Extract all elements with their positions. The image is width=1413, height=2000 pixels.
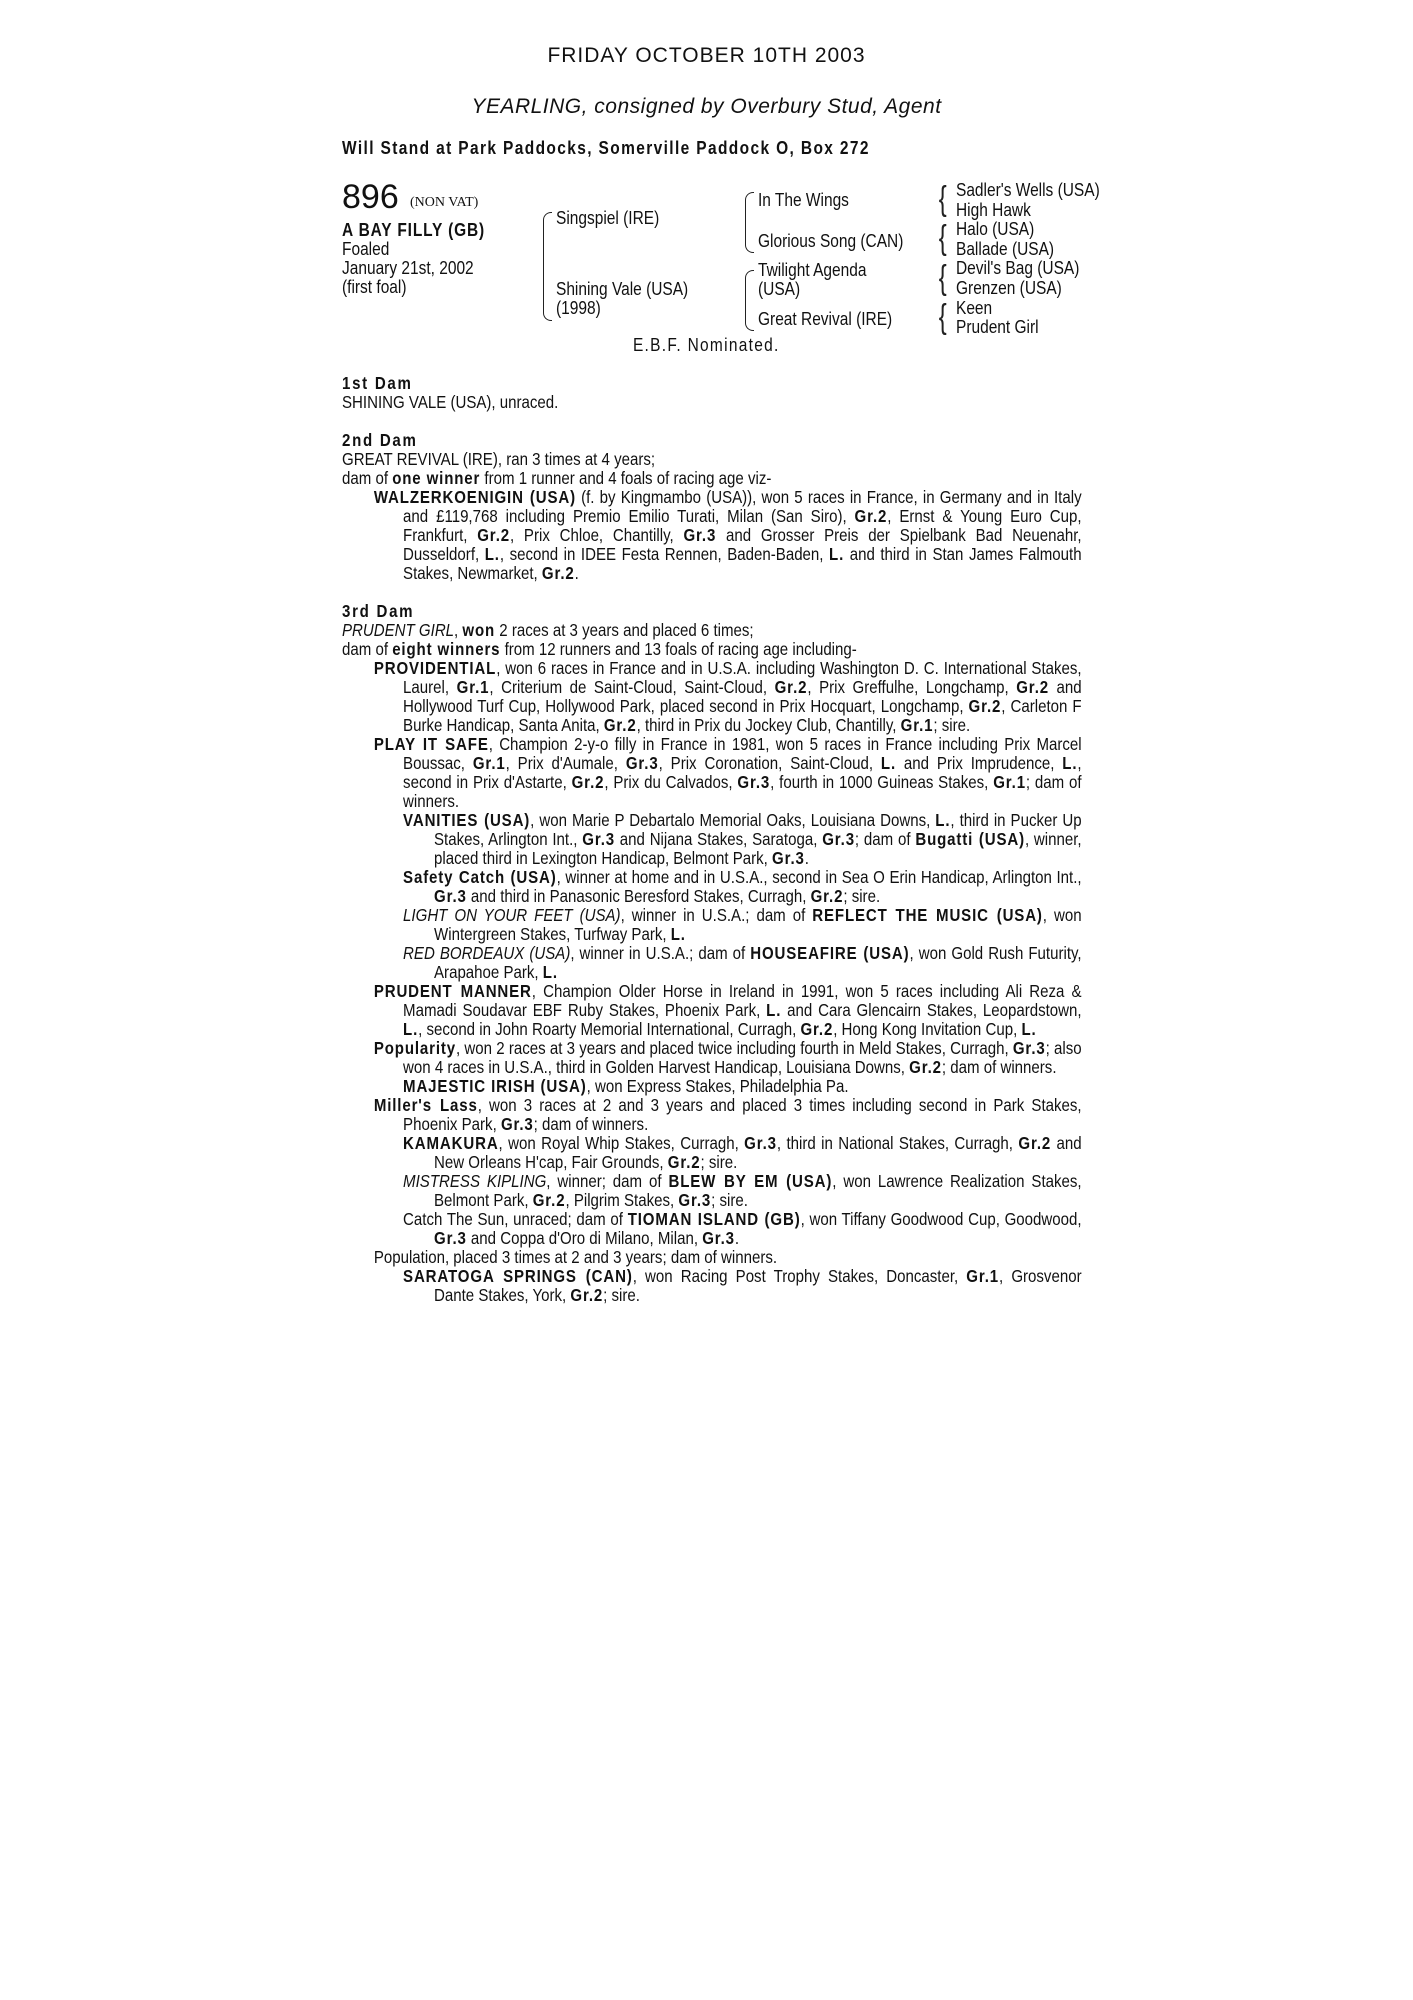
text-run: , won Wintergreen Stakes, Turfway Park,	[434, 905, 1082, 944]
text-run: , Prix Chloe, Chantilly,	[509, 525, 684, 545]
grade: L.	[484, 544, 500, 564]
ped-sdd: Ballade (USA)	[956, 238, 1055, 259]
text-run-bold: Gr.2	[603, 715, 637, 735]
entry-vanities	[342, 811, 1082, 868]
entry-red-bordeaux	[342, 944, 1082, 982]
text-run-bold: MAJESTIC IRISH (USA)	[403, 1076, 587, 1096]
text-run: , Prix Greffulhe, Longchamp,	[807, 677, 1017, 697]
entry-saratoga-springs	[342, 1267, 1082, 1305]
text-run-bold: L.	[1062, 753, 1078, 773]
text-run: dam of	[342, 468, 393, 488]
ped-dam	[556, 280, 688, 318]
text-run-bold: Gr.3	[434, 886, 467, 906]
ped-ddd: Prudent Girl	[956, 317, 1039, 338]
ped-sire-sire: In The Wings	[758, 190, 849, 210]
dam-name: PRUDENT GIRL	[342, 620, 455, 640]
text-run-bold: PRUDENT MANNER	[373, 981, 532, 1001]
text-run: 2 races at 3 years and placed 6 times;	[495, 620, 754, 640]
text-run: , won Express Stakes, Philadelphia Pa.	[586, 1076, 849, 1096]
entry-safety-catch	[342, 868, 1082, 906]
text-run-bold: L.	[403, 1019, 419, 1039]
entry-play-it-safe	[342, 735, 1082, 811]
foaled-date: January 21st, 2002	[342, 258, 474, 278]
text-run: ; dam of winners.	[403, 772, 1082, 811]
grade: Gr.2	[541, 563, 575, 583]
text-run: and Cara Glencairn Stakes, Leopardstown,	[781, 1000, 1082, 1020]
text-run-bold: Gr.2	[667, 1152, 701, 1172]
ped-gen3-block	[956, 181, 1100, 338]
text-run: .	[574, 563, 579, 583]
text-run: , Champion 2-y-o filly in France in 1981, won 5 races in France including Prix Marcel Boussac,	[403, 734, 1082, 773]
text-run: and Hollywood Turf Cup, Hollywood Park, placed second in Prix Hocquart, Longchamp,	[403, 677, 1082, 716]
entry-popularity	[342, 1039, 1082, 1077]
text-run-bold: SARATOGA SPRINGS (CAN)	[403, 1266, 633, 1286]
lot-name: A BAY FILLY (GB)	[342, 220, 486, 240]
second-dam-line1: GREAT REVIVAL (IRE), ran 3 times at 4 years;	[342, 449, 656, 469]
text-run-bold: Gr.3	[434, 1228, 467, 1248]
text-run: , winner in U.S.A.; dam of	[570, 943, 751, 963]
entry-population	[342, 1248, 1082, 1267]
spacer	[342, 583, 1082, 602]
text-run-bold: TIOMAN ISLAND (GB)	[627, 1209, 801, 1229]
text-run-bold: Gr.2	[571, 772, 605, 792]
text-run: ; sire.	[603, 1285, 640, 1305]
text-run: dam of	[342, 639, 393, 659]
text-run-bold: L.	[766, 1000, 782, 1020]
text-run-bold: Gr.3	[582, 829, 615, 849]
text-run: , Prix d'Aumale,	[505, 753, 626, 773]
text-run-bold: Bugatti (USA)	[915, 829, 1025, 849]
text-run-bold: Popularity	[373, 1038, 457, 1058]
third-dam-heading: 3rd Dam	[342, 601, 415, 621]
brace-gen2-sire-top	[745, 192, 754, 223]
ped-dam-name: Shining Vale (USA)	[556, 279, 689, 299]
produce-record	[342, 374, 1082, 1305]
text-run: , winner; dam of	[546, 1171, 669, 1191]
vat-status: (NON VAT)	[410, 195, 479, 210]
text-run: , Carleton F Burke Handicap, Santa Anita,	[403, 696, 1082, 735]
ped-dam-year: (1998)	[556, 298, 601, 318]
text-run-bold: REFLECT THE MUSIC (USA)	[812, 905, 1043, 925]
text-run: and third in Stan James Falmouth Stakes, Newmarket,	[403, 544, 1082, 583]
text-run-bold: Gr.3	[737, 772, 771, 792]
text-run: and third in Panasonic Beresford Stakes, Curragh,	[466, 886, 811, 906]
brace-gen1-bottom	[543, 266, 552, 321]
text-run: Catch The Sun, unraced; dam of	[403, 1209, 628, 1229]
text-run-bold: eight winners	[392, 639, 501, 659]
brace-gen3-3: {	[938, 259, 947, 297]
horse-name: WALZERKOENIGIN (USA)	[373, 487, 576, 507]
second-dam-heading: 2nd Dam	[342, 430, 418, 450]
text-run-bold: Gr.2	[570, 1285, 604, 1305]
text-run: , Prix du Calvados,	[604, 772, 738, 792]
text-run-bold: PLAY IT SAFE	[373, 734, 489, 754]
text-run: ; sire.	[700, 1152, 738, 1172]
text-run: , won Tiffany Goodwood Cup, Goodwood,	[800, 1209, 1082, 1229]
text-run: from 12 runners and 13 foals of racing age including-	[500, 639, 857, 659]
text-run: ; sire.	[711, 1190, 748, 1210]
text-run: , Champion Older Horse in Ireland in 1991, won 5 races including Ali Reza & Mamadi Soudavar EBF Ruby Stakes, Phoenix Park,	[403, 981, 1082, 1020]
text-run: , won 3 races at 2 and 3 years and placed 3 times including second in Park Stakes, Phoenix Park,	[403, 1095, 1082, 1134]
brace-gen1-top	[543, 212, 552, 267]
text-run: , second in IDEE Festa Rennen, Baden-Baden,	[499, 544, 830, 564]
text-run: , Pilgrim Stakes,	[565, 1190, 679, 1210]
spacer	[342, 412, 1082, 431]
brace-gen2-dam-top	[745, 270, 754, 301]
text-run: and Prix Imprudence,	[896, 753, 1063, 773]
text-run-bold: Gr.1	[966, 1266, 1000, 1286]
text-run-bold: Gr.2	[909, 1057, 942, 1077]
text-run-bold: Gr.3	[744, 1133, 777, 1153]
third-dam-line2	[342, 640, 1082, 659]
grade: Gr.3	[683, 525, 717, 545]
text-run-bold: Gr.1	[456, 677, 490, 697]
entry-millers-lass	[342, 1096, 1082, 1134]
text-run: , won Marie P Debartalo Memorial Oaks, Louisiana Downs,	[530, 810, 936, 830]
text-run: , second in Prix d'Astarte,	[403, 753, 1082, 792]
text-run: ; sire.	[933, 715, 971, 735]
text-run: and Coppa d'Oro di Milano, Milan,	[466, 1228, 703, 1248]
entry-prudent-manner	[342, 982, 1082, 1039]
text-run-bold: L.	[542, 962, 558, 982]
text-run: , Hong Kong Invitation Cup,	[833, 1019, 1022, 1039]
text-run-bold: Gr.2	[1016, 677, 1049, 697]
text-run-bold: Gr.1	[993, 772, 1026, 792]
first-dam-heading: 1st Dam	[342, 373, 413, 393]
text-run-bold: Gr.3	[822, 829, 855, 849]
entry-catch-the-sun	[342, 1210, 1082, 1248]
text-run-italic: MISTRESS KIPLING	[403, 1171, 547, 1191]
text-run: , third in National Stakes, Curragh,	[776, 1133, 1019, 1153]
first-dam-text: SHINING VALE (USA), unraced.	[342, 392, 559, 412]
ped-sire-dam: Glorious Song (CAN)	[758, 231, 904, 251]
brace-gen2-dam-bottom	[745, 300, 754, 331]
text-run: and Grosser Preis der Spielbank Bad Neuenahr, Dusseldorf,	[403, 525, 1082, 564]
text-run-italic: RED BORDEAUX (USA)	[403, 943, 571, 963]
consignment-line: YEARLING, consigned by Overbury Stud, Agent	[471, 95, 942, 118]
text-run: ; dam of winners.	[941, 1057, 1057, 1077]
text-run: , winner, placed third in Lexington Handicap, Belmont Park,	[434, 829, 1082, 868]
text-run-bold: KAMAKURA	[403, 1133, 499, 1153]
foal-note: (first foal)	[342, 277, 407, 297]
text-run-bold: L.	[1021, 1019, 1037, 1039]
brace-gen3-2: {	[938, 219, 947, 257]
ped-dds: Keen	[956, 297, 993, 318]
third-dam-line1	[342, 621, 1082, 640]
ped-dam-sire-name: Twilight Agenda	[758, 260, 867, 280]
text-run: ; sire.	[843, 886, 881, 906]
entry-mistress-kipling	[342, 1172, 1082, 1210]
text-run-bold: Gr.3	[772, 848, 805, 868]
text-run-bold: VANITIES (USA)	[403, 810, 531, 830]
text-run: ; dam of winners.	[533, 1114, 649, 1134]
text-run-bold: Miller's Lass	[373, 1095, 478, 1115]
second-dam-line2	[342, 469, 1082, 488]
text-run-bold: L.	[935, 810, 951, 830]
text-run: and Nijana Stakes, Saratoga,	[614, 829, 823, 849]
text-run: , Grosvenor Dante Stakes, York,	[434, 1266, 1082, 1305]
text-run: , won Racing Post Trophy Stakes, Doncaster,	[632, 1266, 967, 1286]
text-run: , Prix Coronation, Saint-Cloud,	[658, 753, 881, 773]
text-run-bold: Gr.3	[1012, 1038, 1046, 1058]
text-run: , fourth in 1000 Guineas Stakes,	[770, 772, 994, 792]
text-run-bold: one winner	[392, 468, 481, 488]
entry-light-on-your-feet	[342, 906, 1082, 944]
text-run: (f. by Kingmambo (USA)), won 5 races in France, in Germany and in Italy and £119,768 including Premio Emilio Turati, Milan (San Siro),	[403, 487, 1082, 526]
text-run: , Criterium de Saint-Cloud, Saint-Cloud,	[489, 677, 775, 697]
ped-dss: Devil's Bag (USA)	[956, 258, 1080, 279]
text-run-bold: L.	[670, 924, 686, 944]
text-run-bold: Gr.3	[678, 1190, 712, 1210]
text-run-bold: Gr.3	[625, 753, 659, 773]
text-run-bold: Gr.2	[800, 1019, 834, 1039]
text-run-bold: won	[462, 620, 496, 640]
stand-location	[342, 138, 956, 159]
text-run-bold: Gr.2	[1018, 1133, 1052, 1153]
entry-walzerkoenigin	[342, 488, 1082, 583]
ped-sire: Singspiel (IRE)	[556, 208, 660, 228]
text-run-bold: Gr.3	[500, 1114, 534, 1134]
brace-gen3-1: {	[938, 180, 947, 218]
text-run-bold: HOUSEAFIRE (USA)	[750, 943, 910, 963]
ped-dsd: Grenzen (USA)	[956, 277, 1062, 298]
text-run: , third in Pucker Up Stakes, Arlington Int.,	[434, 810, 1082, 849]
text-run-bold: PROVIDENTIAL	[373, 658, 497, 678]
text-run: .	[804, 848, 809, 868]
ebf-text: E.B.F. Nominated.	[633, 335, 780, 355]
text-run-bold: BLEW BY EM (USA)	[668, 1171, 833, 1191]
produce-record-inner	[342, 374, 1082, 1305]
grade: Gr.2	[854, 506, 888, 526]
sale-date: FRIDAY OCTOBER 10TH 2003	[547, 44, 866, 67]
ped-dam-dam: Great Revival (IRE)	[758, 309, 893, 329]
text-run: , won 6 races in France and in U.S.A. including Washington D. C. International Stakes, Laurel,	[403, 658, 1082, 697]
ebf-nominated	[0, 335, 1413, 356]
text-run-bold: L.	[880, 753, 897, 773]
text-run-bold: Gr.3	[702, 1228, 735, 1248]
entry-majestic-irish	[342, 1077, 1082, 1096]
ped-sds: Halo (USA)	[956, 219, 1035, 240]
text-run-italic: LIGHT ON YOUR FEET (USA)	[403, 905, 621, 925]
ped-ssd: High Hawk	[956, 199, 1031, 220]
text-run-bold: Gr.2	[968, 696, 1002, 716]
text-run: , winner in U.S.A.; dam of	[620, 905, 813, 925]
brace-gen3-4: {	[938, 298, 947, 336]
grade: L.	[829, 544, 845, 564]
text-run-bold: Gr.1	[900, 715, 934, 735]
text-run-bold: Safety Catch (USA)	[403, 867, 557, 887]
text-run: , winner at home and in U.S.A., second in Sea O Erin Handicap, Arlington Int.,	[556, 867, 1082, 887]
text-run: , won Gold Rush Futurity, Arapahoe Park,	[434, 943, 1082, 982]
brace-gen2-sire-bottom	[745, 222, 754, 253]
text-run: ,	[454, 620, 463, 640]
text-run: .	[734, 1228, 740, 1248]
entry-providential	[342, 659, 1082, 735]
lot-number: 896	[342, 178, 399, 216]
text-run: , won Royal Whip Stakes, Curragh,	[498, 1133, 745, 1153]
text-run-bold: Gr.2	[532, 1190, 566, 1210]
text-run: ; dam of	[854, 829, 916, 849]
text-run: , won 2 races at 3 years and placed twice including fourth in Meld Stakes, Curragh,	[456, 1038, 1013, 1058]
text-run-bold: Gr.1	[472, 753, 506, 773]
text-run: , Ernst & Young Euro Cup, Frankfurt,	[403, 506, 1082, 545]
text-run-bold: Gr.2	[810, 886, 844, 906]
grade: Gr.2	[477, 525, 510, 545]
foaled-label: Foaled	[342, 239, 390, 259]
text-run: ; also won 4 races in U.S.A., third in Golden Harvest Handicap, Louisiana Downs,	[403, 1038, 1082, 1077]
ped-dam-sire	[758, 261, 866, 299]
ped-dam-sire-country: (USA)	[758, 279, 801, 299]
text-run: and New Orleans H'cap, Fair Grounds,	[434, 1133, 1082, 1172]
text-run: Population, placed 3 times at 2 and 3 years; dam of winners.	[373, 1247, 778, 1267]
stand-text: Will Stand at Park Paddocks, Somerville Paddock O, Box 272	[342, 138, 870, 158]
entry-kamakura	[342, 1134, 1082, 1172]
text-run: , second in John Roarty Memorial International, Curragh,	[418, 1019, 801, 1039]
text-run-bold: Gr.2	[774, 677, 808, 697]
lot-description	[342, 221, 485, 297]
text-run: , won Lawrence Realization Stakes, Belmont Park,	[434, 1171, 1082, 1210]
ped-sss: Sadler's Wells (USA)	[956, 180, 1100, 200]
text-run: from 1 runner and 4 foals of racing age viz-	[480, 468, 772, 488]
text-run: , third in Prix du Jockey Club, Chantilly,	[636, 715, 901, 735]
